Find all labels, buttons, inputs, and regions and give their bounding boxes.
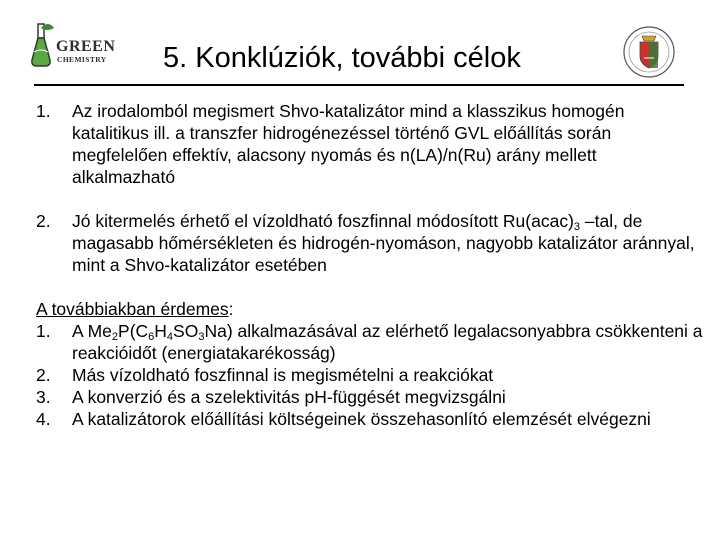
future-heading: A továbbiakban érdemes: [36, 299, 234, 319]
conclusion-item-2 [36, 210, 704, 276]
future-number: 2. [36, 365, 51, 385]
future-item-3 [36, 386, 704, 408]
slide-content [36, 100, 704, 430]
future-number: 4. [36, 409, 51, 429]
conclusion-number: 1. [36, 101, 51, 121]
logo-text-chemistry: CHEMISTRY [57, 55, 107, 64]
seal-icon [622, 22, 676, 82]
future-item-1 [36, 320, 704, 364]
conclusion-number: 2. [36, 211, 51, 231]
future-item-4 [36, 408, 704, 430]
future-number: 3. [36, 387, 51, 407]
page-title: 5. Konklúziók, további célok [163, 42, 521, 74]
future-text: A katalizátorok előállítási költségeinek összehasonlító elemzését elvégezni [72, 409, 651, 429]
conclusion-item-1 [36, 100, 704, 188]
conclusion-text: Jó kitermelés érhető el vízoldható foszfinnal módosított $Ru(acac)_3$ –tal, de magasabb hőmérsékleten és hidrogén-nyomáson, nagyobb katalizátor aránnyal, mint a Shvo-katalizátor esetében [72, 211, 695, 275]
logo-text-green: GREEN [56, 38, 116, 55]
future-text: A $Me_2P(C_6H_4SO_3Na)$ alkalmazásával az elérhető legalacsonyabbra csökkenteni a reakcióidőt (energiatakarékosság) [72, 321, 703, 363]
future-text: A konverzió és a szelektivitás pH-függését megvizsgálni [72, 387, 506, 407]
title-divider [34, 84, 684, 86]
future-item-2 [36, 364, 704, 386]
future-number: 1. [36, 321, 51, 341]
green-chemistry-logo [30, 22, 130, 74]
conclusion-text: Az irodalomból megismert Shvo-katalizátor mind a klasszikus homogén katalitikus ill. a transzfer hidrogénezéssel történő GVL előállítás során megfelelően effektív, alacsony nyomás és n(LA)/n(Ru) arány mellett alkalmazható [72, 101, 625, 187]
university-seal-logo [622, 22, 676, 82]
future-text: Más vízoldható foszfinnal is megismételni a reakciókat [72, 365, 494, 385]
